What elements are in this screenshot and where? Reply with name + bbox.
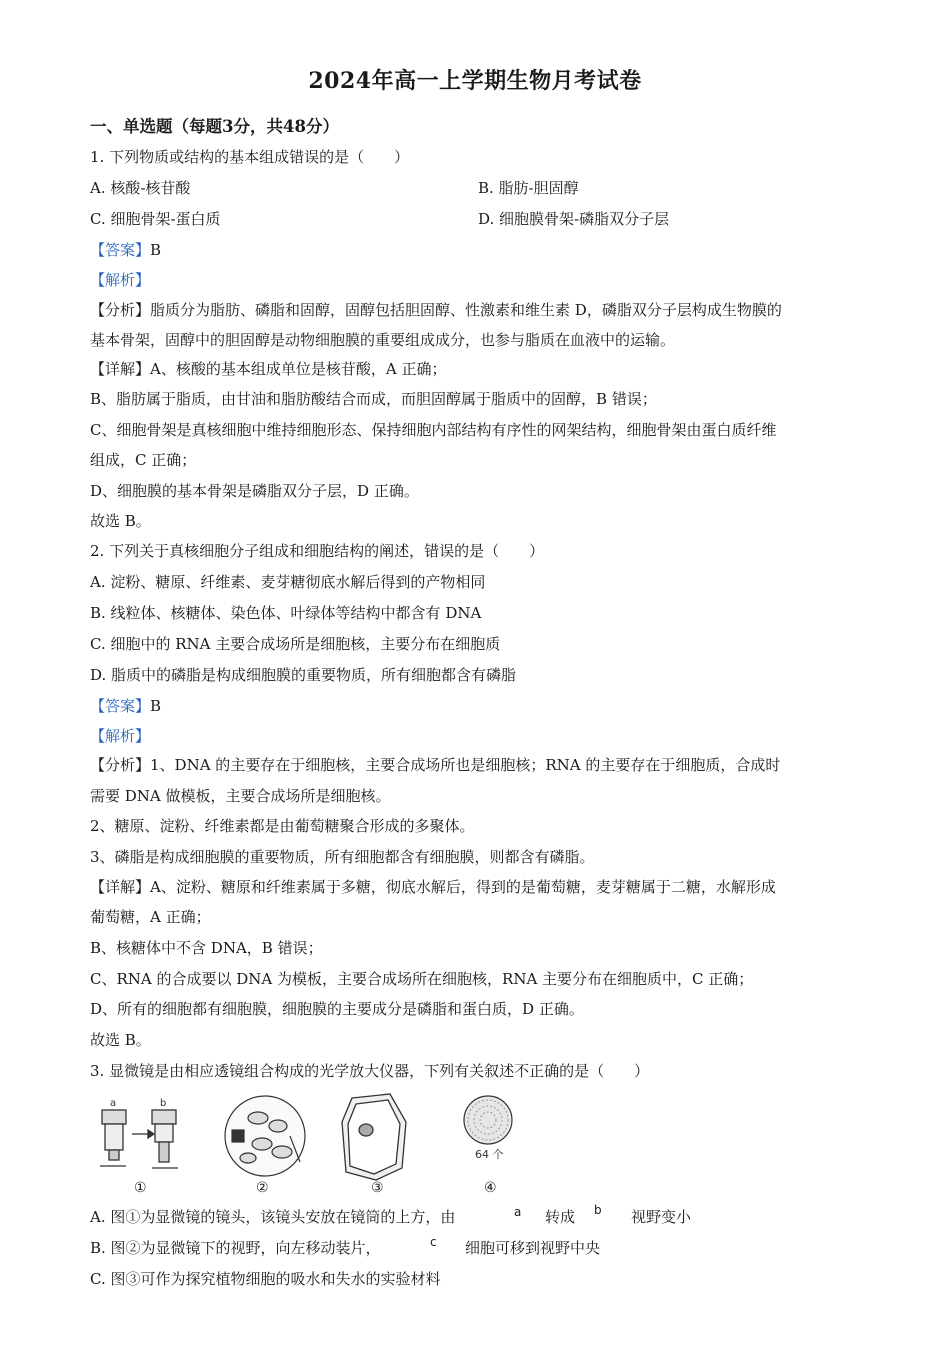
q3-option-c: C. 图③可作为探究植物细胞的吸水和失水的实验材料 — [90, 1270, 441, 1288]
exam-title: 2024年高一上学期生物月考试卷 — [308, 68, 642, 94]
q2-conclusion: 故选 B。 — [90, 1031, 151, 1049]
q1-option-c: C. 细胞骨架-蛋白质 — [90, 210, 221, 228]
microscope-figures — [90, 1092, 530, 1182]
figure-label-3: ③ — [371, 1180, 384, 1196]
q1-option-d: D. 细胞膜骨架-磷脂双分子层 — [478, 210, 670, 228]
xiangjie-tag: 【详解】 — [90, 878, 151, 896]
figure-label-1: ① — [134, 1180, 147, 1196]
q2-option-a: A. 淀粉、糖原、纤维素、麦芽糖彻底水解后得到的产物相同 — [90, 573, 486, 591]
plant-cell-figure — [342, 1094, 406, 1180]
xiangjie-text: A、核酸的基本组成单位是核苷酸，A 正确； — [150, 360, 447, 378]
q1-conclusion: 故选 B。 — [90, 512, 151, 530]
figure-label-2: ② — [256, 1180, 269, 1196]
q3-option-b-end: 细胞可移到视野中央 — [465, 1239, 601, 1257]
objective-lens-figure — [100, 1110, 178, 1168]
q2-xiangjie-c: C、RNA 的合成要以 DNA 为模板，主要合成场所在细胞核，RNA 主要分布在细胞质中，C 正确； — [90, 970, 754, 988]
q2-analysis-tag: 【解析】 — [90, 727, 151, 745]
q1-xiangjie-d: D、细胞膜的基本骨架是磷脂双分子层，D 正确。 — [90, 482, 419, 500]
fenxi-text: 1、DNA 的主要存在于细胞核，主要合成场所也是细胞核；RNA 的主要存在于细胞质，合成时 — [150, 756, 781, 774]
q3-stem: 3. 显微镜是由相应透镜组合构成的光学放大仪器，下列有关叙述不正确的是（ ） — [90, 1062, 650, 1080]
q2-xiangjie-b: B、核糖体中不含 DNA，B 错误； — [90, 939, 323, 957]
field-of-view-figure — [225, 1096, 305, 1176]
q1-xiangjie-b: B、脂肪属于脂质，由甘油和脂肪酸结合而成，而胆固醇属于脂质中的固醇，B 错误； — [90, 390, 657, 408]
q2-xiangjie-line — [90, 878, 776, 896]
fig4-caption: 64 个 — [475, 1148, 504, 1161]
q2-fenxi-line-3: 2、糖原、淀粉、纤维素都是由葡萄糖聚合形成的多聚体。 — [90, 817, 475, 835]
q1-xiangjie-line — [90, 360, 446, 378]
q3-option-a-letter-a: a — [514, 1205, 522, 1219]
q3-option-a: A. 图①为显微镜的镜头，该镜头安放在镜筒的上方，由 — [90, 1208, 456, 1226]
q1-fenxi-line-2: 基本骨架，固醇中的胆固醇是动物细胞膜的重要组成成分，也参与脂质在血液中的运输。 — [90, 331, 676, 349]
q2-stem: 2. 下列关于真核细胞分子组成和细胞结构的阐述，错误的是（ ） — [90, 542, 545, 560]
q1-analysis-tag: 【解析】 — [90, 271, 151, 289]
fenxi-tag: 【分析】 — [90, 756, 151, 774]
answer-tag: 【答案】 — [90, 697, 151, 715]
q1-stem: 1. 下列物质或结构的基本组成错误的是（ ） — [90, 148, 410, 166]
dense-cells-figure — [464, 1096, 512, 1144]
fig1-letter-b: b — [160, 1098, 167, 1109]
q3-option-a-zhuancheng: 转成 — [545, 1208, 576, 1226]
figure-label-4: ④ — [484, 1180, 497, 1196]
q2-xiangjie-d: D、所有的细胞都有细胞膜，细胞膜的主要成分是磷脂和蛋白质，D 正确。 — [90, 1000, 584, 1018]
q3-option-b-letter-c: c — [430, 1235, 437, 1249]
q2-fenxi-line-2: 需要 DNA 做模板，主要合成场所是细胞核。 — [90, 787, 391, 805]
answer-value: B — [150, 241, 162, 259]
q1-option-b: B. 脂肪-胆固醇 — [478, 179, 579, 197]
q2-option-d: D. 脂质中的磷脂是构成细胞膜的重要物质，所有细胞都含有磷脂 — [90, 666, 517, 684]
q2-xiangjie-a2: 葡萄糖，A 正确； — [90, 908, 211, 926]
q1-xiangjie-c2: 组成，C 正确； — [90, 451, 197, 469]
fenxi-text: 脂质分为脂肪、磷脂和固醇，固醇包括胆固醇、性激素和维生素 D，磷脂双分子层构成生物膜的 — [150, 301, 782, 319]
q2-option-c: C. 细胞中的 RNA 主要合成场所是细胞核，主要分布在细胞质 — [90, 635, 501, 653]
xiangjie-tag: 【详解】 — [90, 360, 151, 378]
q1-option-a: A. 核酸-核苷酸 — [90, 179, 191, 197]
xiangjie-text: A、淀粉、糖原和纤维素属于多糖，彻底水解后，得到的是葡萄糖，麦芽糖属于二糖，水解形成 — [150, 878, 776, 896]
fig1-letter-a: a — [110, 1098, 117, 1109]
answer-tag: 【答案】 — [90, 241, 151, 259]
q3-option-b: B. 图②为显微镜下的视野，向左移动装片， — [90, 1239, 381, 1257]
answer-value: B — [150, 697, 162, 715]
q3-option-a-letter-b: b — [594, 1203, 602, 1217]
q2-option-b: B. 线粒体、核糖体、染色体、叶绿体等结构中都含有 DNA — [90, 604, 482, 622]
fenxi-tag: 【分析】 — [90, 301, 151, 319]
q3-option-a-end: 视野变小 — [631, 1208, 692, 1226]
section-heading: 一、单选题（每题3分，共48分） — [90, 117, 339, 136]
q2-fenxi-line-4: 3、磷脂是构成细胞膜的重要物质，所有细胞都含有细胞膜，则都含有磷脂。 — [90, 848, 595, 866]
q2-fenxi-line — [90, 756, 780, 774]
q1-xiangjie-c: C、细胞骨架是真核细胞中维持细胞形态、保持细胞内部结构有序性的网架结构，细胞骨架由蛋白质纤维 — [90, 421, 777, 439]
q2-answer — [90, 697, 161, 715]
q1-fenxi-line — [90, 301, 782, 319]
q1-answer — [90, 241, 161, 259]
